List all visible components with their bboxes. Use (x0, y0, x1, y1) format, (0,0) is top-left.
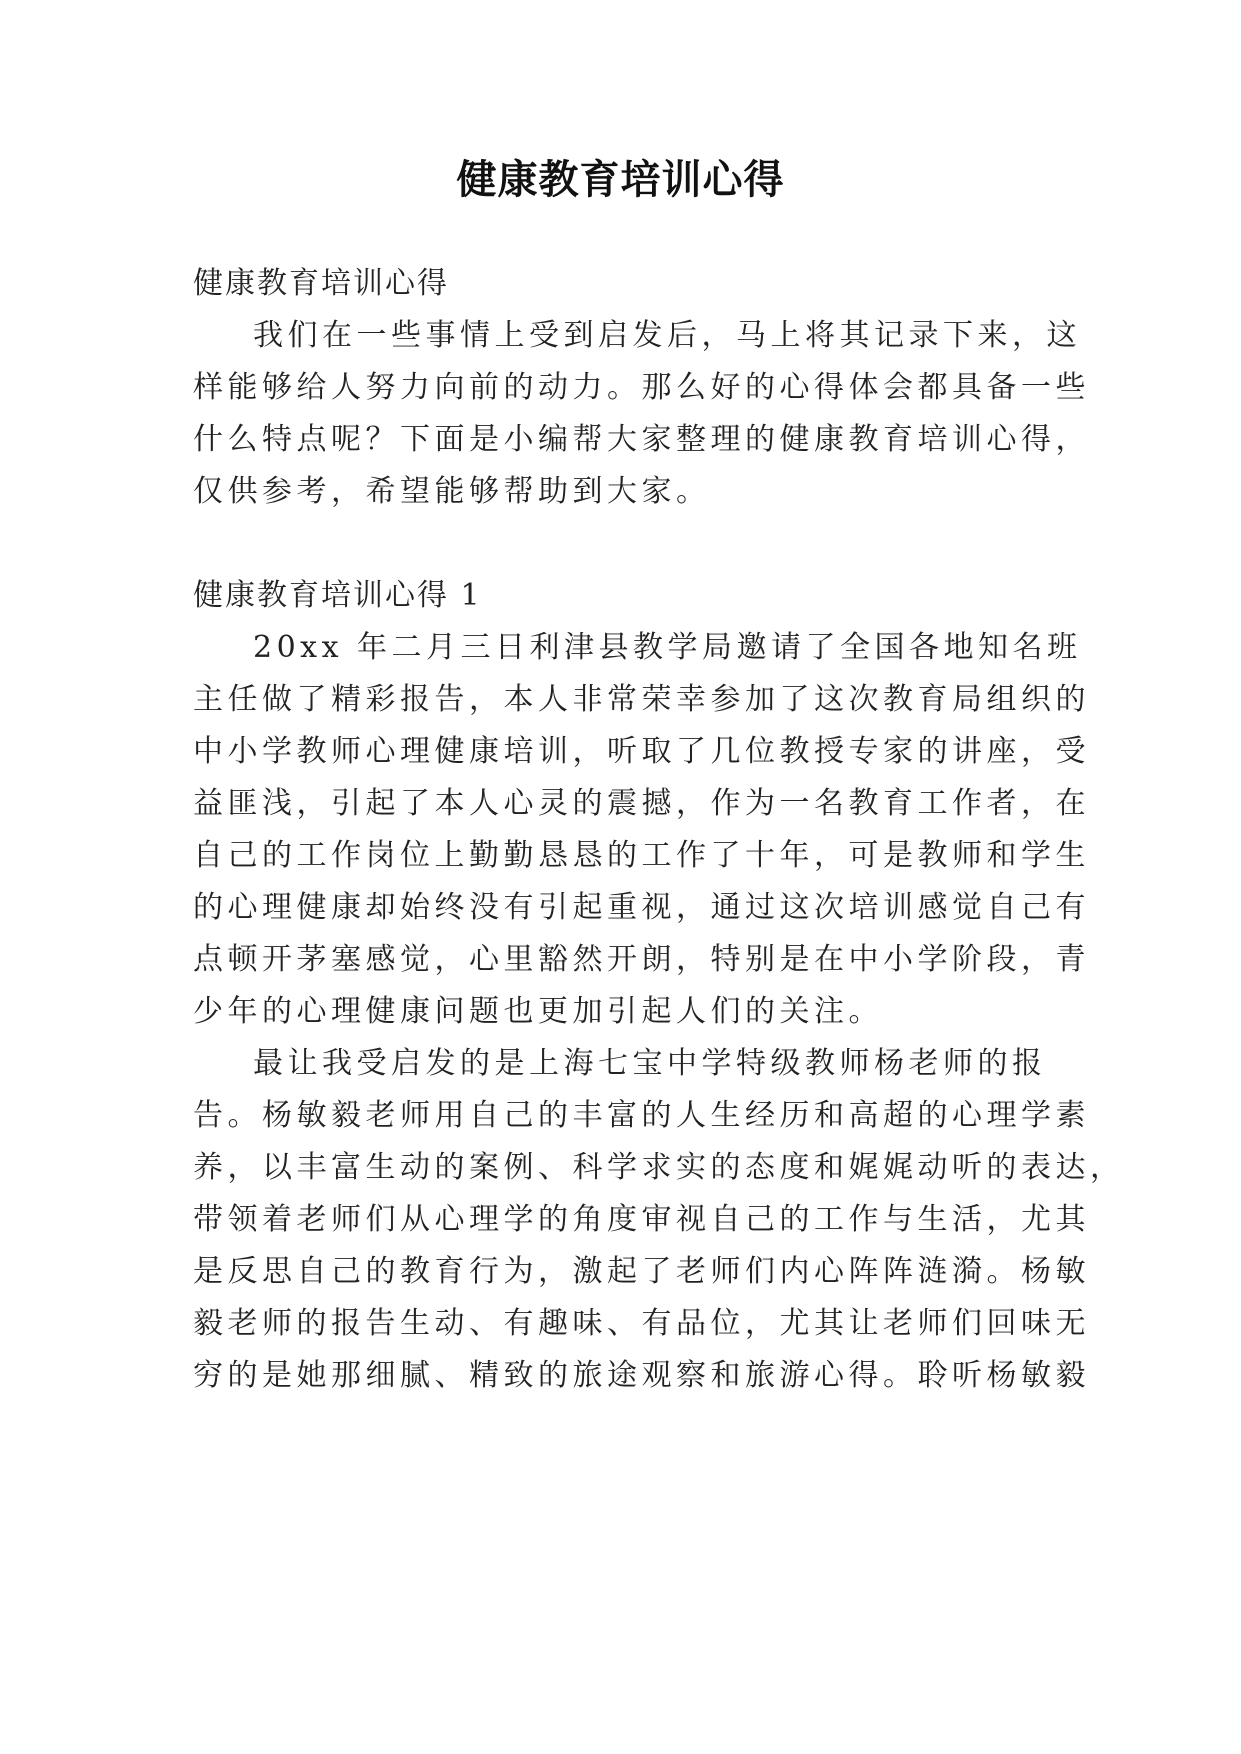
paragraph-line: 中小学教师心理健康培训，听取了几位教授专家的讲座，受 (193, 734, 1090, 769)
paragraph-line: 的心理健康却始终没有引起重视，通过这次培训感觉自己有 (193, 890, 1090, 925)
paragraph-line: 主任做了精彩报告，本人非常荣幸参加了这次教育局组织的 (193, 682, 1090, 717)
paragraph-line: 告。杨敏毅老师用自己的丰富的人生经历和高超的心理学素 (193, 1098, 1090, 1133)
paragraph-line: 益匪浅，引起了本人心灵的震撼，作为一名教育工作者，在 (193, 786, 1090, 821)
intro-line: 我们在一些事情上受到启发后，马上将其记录下来，这 (253, 318, 1081, 353)
paragraph-line: 毅老师的报告生动、有趣味、有品位，尤其让老师们回味无 (193, 1306, 1090, 1341)
paragraph-line: 是反思自己的教育行为，激起了老师们内心阵阵涟漪。杨敏 (193, 1254, 1090, 1289)
paragraph-line: 穷的是她那细腻、精致的旅途观察和旅游心得。聆听杨敏毅 (193, 1358, 1090, 1393)
section-heading: 健康教育培训心得 1 (193, 578, 482, 613)
paragraph-line: 少年的心理健康问题也更加引起人们的关注。 (193, 994, 883, 1029)
paragraph-line: 自己的工作岗位上勤勤恳恳的工作了十年，可是教师和学生 (193, 838, 1090, 873)
paragraph-line: 最让我受启发的是上海七宝中学特级教师杨老师的报 (253, 1046, 1047, 1081)
paragraph-line: 20xx 年二月三日利津县教学局邀请了全国各地知名班 (253, 630, 1082, 665)
paragraph-line: 养，以丰富生动的案例、科学求实的态度和娓娓动听的表达， (193, 1150, 1125, 1185)
intro-heading: 健康教育培训心得 (193, 266, 449, 301)
paragraph-line: 带领着老师们从心理学的角度审视自己的工作与生活，尤其 (193, 1202, 1090, 1237)
intro-line: 样能够给人努力向前的动力。那么好的心得体会都具备一些 (193, 370, 1090, 405)
intro-line: 仅供参考，希望能够帮助到大家。 (193, 474, 711, 509)
paragraph-line: 点顿开茅塞感觉，心里豁然开朗，特别是在中小学阶段，青 (193, 942, 1090, 977)
intro-line: 什么特点呢？下面是小编帮大家整理的健康教育培训心得， (193, 422, 1090, 457)
document-title: 健康教育培训心得 (456, 156, 785, 203)
